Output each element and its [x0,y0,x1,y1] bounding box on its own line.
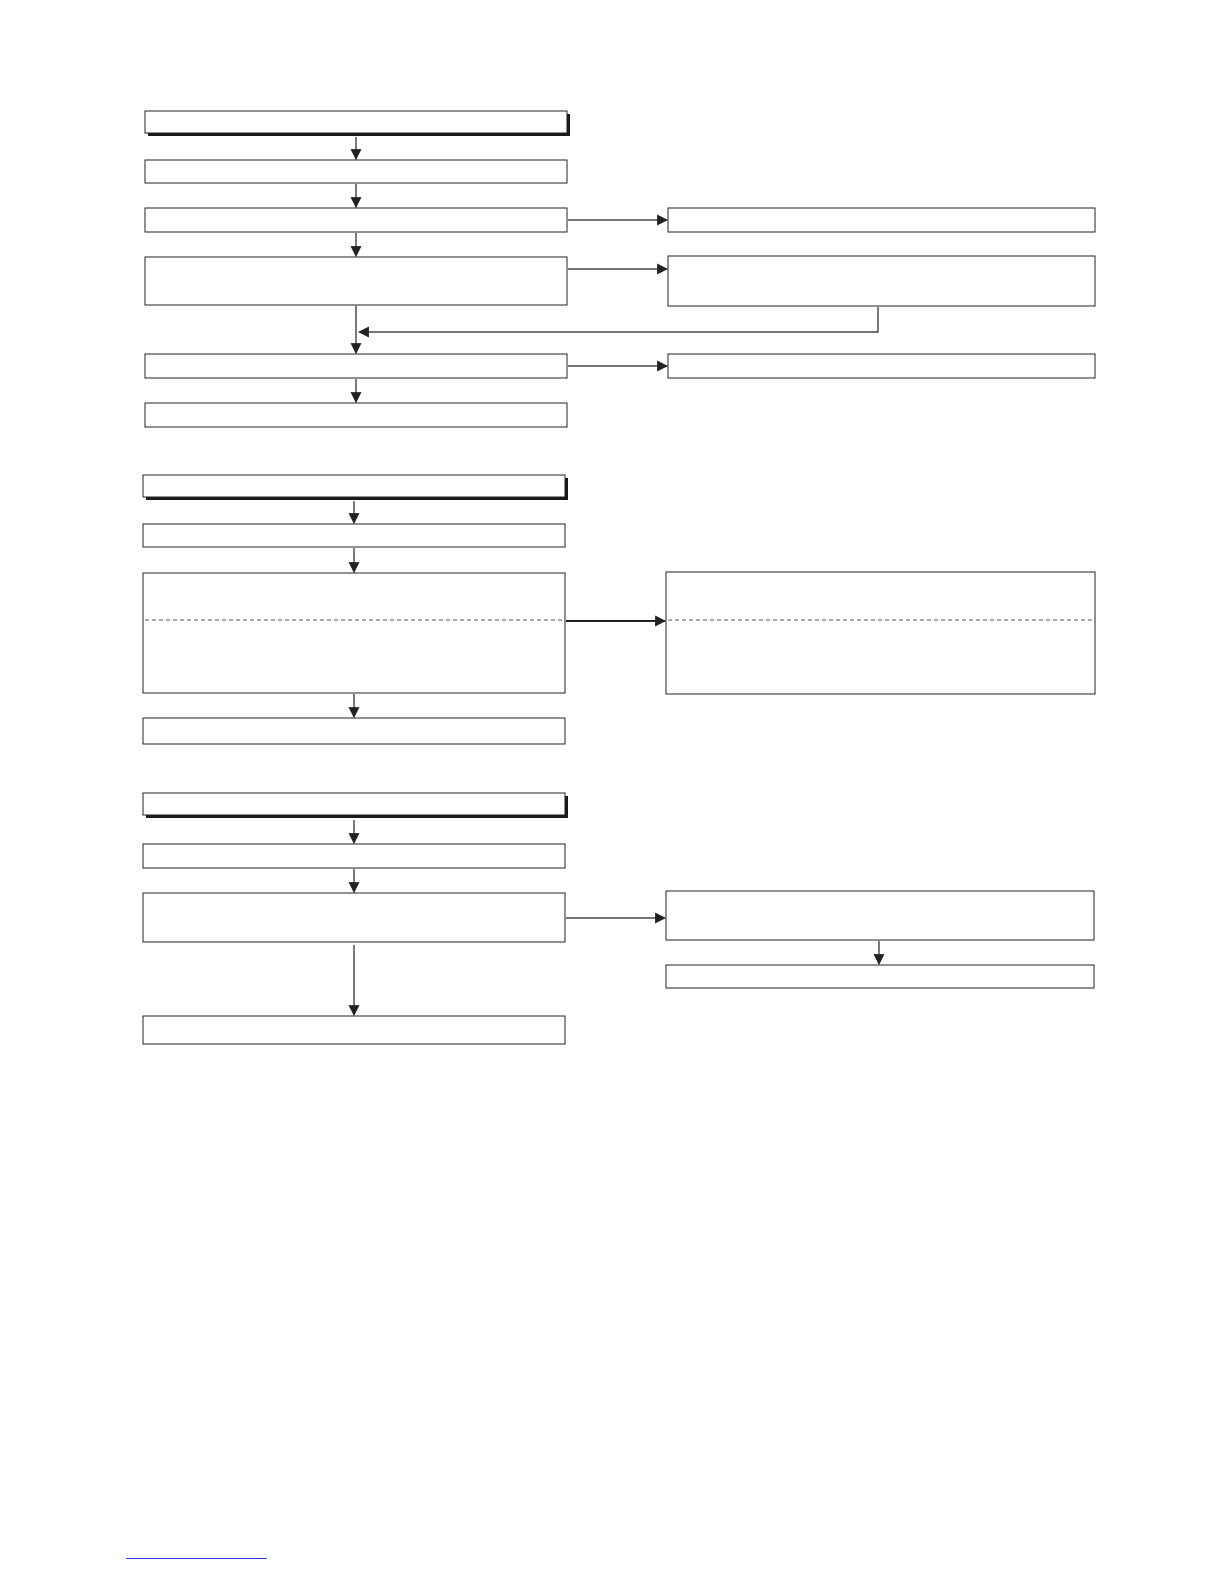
section-2-step-2 [143,573,565,693]
section-1-step-1 [145,160,567,183]
footer-link-underline[interactable] [126,1558,267,1559]
section-3-step-3 [143,1016,565,1044]
section-1-step-5 [145,403,567,427]
section-1-branch-1 [668,208,1095,232]
section-1-step-3 [145,257,567,305]
section-3-branch-1 [666,891,1094,940]
section-2-step-3 [143,718,565,744]
section-3-step-1 [143,844,565,868]
flow-section-2 [143,475,1095,744]
flow-section-3 [143,793,1094,1044]
section-1-header-box [145,111,567,133]
section-3-step-2 [143,893,565,942]
section-3-header-box [143,793,565,815]
return-connector [359,307,878,332]
section-1-branch-3 [668,354,1095,378]
section-2-step-1 [143,524,565,547]
flow-section-1 [145,111,1095,427]
section-2-branch-1 [666,572,1095,694]
section-1-step-2 [145,208,567,232]
section-1-branch-2 [668,256,1095,306]
section-3-branch-2 [666,965,1094,988]
section-1-step-4 [145,354,567,378]
section-2-header-box [143,475,565,497]
